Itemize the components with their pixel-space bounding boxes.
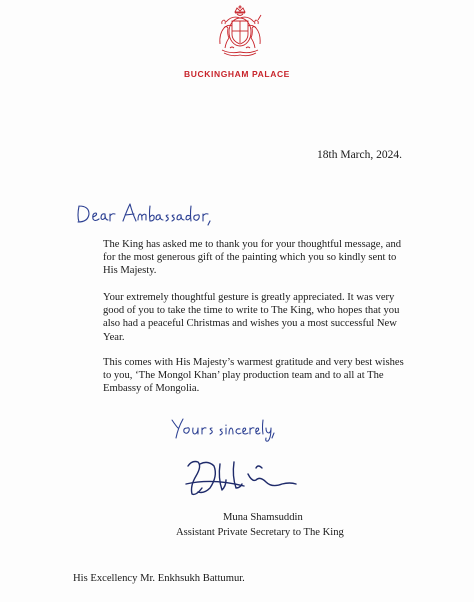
letter-date: 18th March, 2024.: [317, 149, 402, 161]
royal-coat-of-arms-icon: [212, 4, 268, 60]
signer-name: Muna Shamsuddin: [223, 512, 303, 523]
letter-paragraph-2: Your extremely thoughtful gesture is greatly appreciated. It was very good of you to take the time to write to The King, who hopes that you also had a peaceful Christmas and wishes you a most successful New Year.: [103, 292, 400, 343]
handwritten-salutation: [73, 200, 213, 228]
letterhead-title: BUCKINGHAM PALACE: [184, 69, 290, 79]
signer-title: Assistant Private Secretary to The King: [176, 527, 344, 538]
handwritten-closing: [168, 414, 278, 444]
letter-paragraph-1: The King has asked me to thank you for your thoughtful message, and for the most generous gift of the painting which you so kindly sent to His Majesty.: [103, 239, 402, 277]
handwritten-signature: [182, 454, 302, 502]
recipient-line: His Excellency Mr. Enkhsukh Battumur.: [73, 573, 245, 584]
letter-paragraph-3: This comes with His Majesty’s warmest gratitude and very best wishes to you, ‘The Mongol Khan’ play production team and to all at The Embassy of Mongolia.: [103, 357, 404, 395]
